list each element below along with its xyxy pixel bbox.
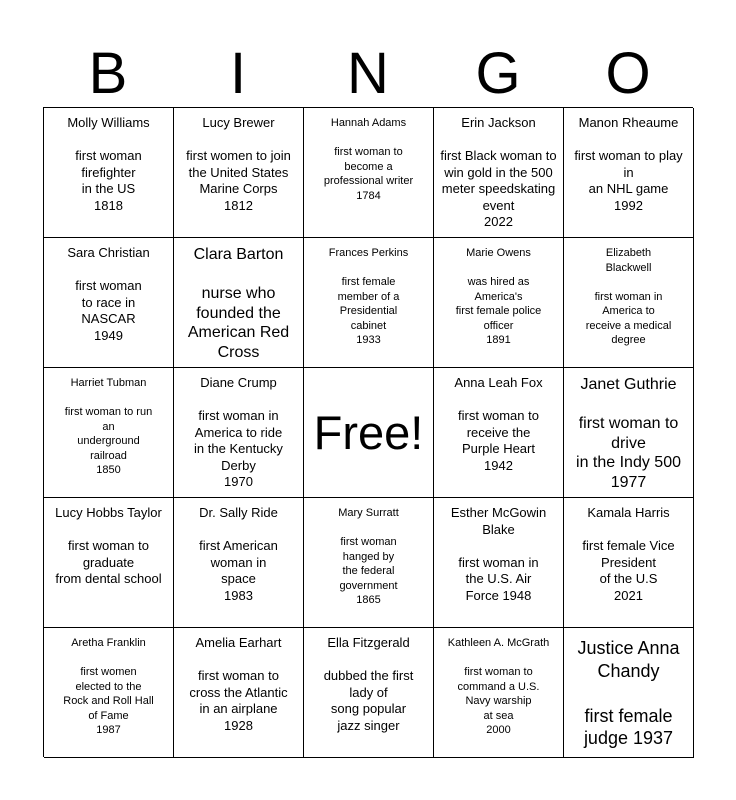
bingo-cell[interactable]: Dr. Sally Ride first American woman in space 1983 xyxy=(174,498,304,628)
bingo-cell[interactable]: Erin Jackson first Black woman to win gold in the 500 meter speedskating event 2022 xyxy=(434,108,564,238)
header-letter-b: B xyxy=(88,41,128,106)
bingo-cell[interactable]: Esther McGowin Blake first woman in the U.S. Air Force 1948 xyxy=(434,498,564,628)
bingo-cell[interactable]: Ella Fitzgerald dubbed the first lady of song popular jazz singer xyxy=(304,628,434,758)
header-letter-n: N xyxy=(347,41,389,106)
bingo-cell[interactable]: Molly Williams first woman firefighter in the US 1818 xyxy=(44,108,174,238)
header-letter-o: O xyxy=(605,41,651,106)
bingo-cell[interactable]: Hannah Adams first woman to become a professional writer 1784 xyxy=(304,108,434,238)
bingo-cell[interactable]: Marie Owens was hired as America's first female police officer 1891 xyxy=(434,238,564,368)
bingo-cell[interactable]: Diane Crump first woman in America to ride in the Kentucky Derby 1970 xyxy=(174,368,304,498)
bingo-cell[interactable]: Lucy Hobbs Taylor first woman to graduate from dental school xyxy=(44,498,174,628)
bingo-cell[interactable]: Lucy Brewer first women to join the United States Marine Corps 1812 xyxy=(174,108,304,238)
bingo-cell[interactable]: Justice Anna Chandy first female judge 1937 xyxy=(564,628,694,758)
bingo-cell[interactable]: Aretha Franklin first women elected to the Rock and Roll Hall of Fame 1987 xyxy=(44,628,174,758)
bingo-cell[interactable]: Frances Perkins first female member of a Presidential cabinet 1933 xyxy=(304,238,434,368)
free-space[interactable]: Free! xyxy=(304,368,434,498)
bingo-cell[interactable]: Clara Barton nurse who founded the American Red Cross xyxy=(174,238,304,368)
bingo-header xyxy=(43,40,693,108)
bingo-cell[interactable]: Kamala Harris first female Vice President of the U.S 2021 xyxy=(564,498,694,628)
bingo-cell[interactable]: Amelia Earhart first woman to cross the Atlantic in an airplane 1928 xyxy=(174,628,304,758)
bingo-cell[interactable]: Manon Rheaume first woman to play in an NHL game 1992 xyxy=(564,108,694,238)
bingo-cell[interactable]: Kathleen A. McGrath first woman to command a U.S. Navy warship at sea 2000 xyxy=(434,628,564,758)
header-letter-g: G xyxy=(475,41,521,106)
bingo-cell[interactable]: Anna Leah Fox first woman to receive the Purple Heart 1942 xyxy=(434,368,564,498)
bingo-cell[interactable]: Elizabeth Blackwell first woman in America to receive a medical degree xyxy=(564,238,694,368)
bingo-cell[interactable]: Harriet Tubman first woman to run an underground railroad 1850 xyxy=(44,368,174,498)
header-letter-i: I xyxy=(229,41,247,106)
bingo-cell[interactable]: Mary Surratt first woman hanged by the federal government 1865 xyxy=(304,498,434,628)
bingo-cell[interactable]: Janet Guthrie first woman to drive in the Indy 500 1977 xyxy=(564,368,694,498)
bingo-cell[interactable]: Sara Christian first woman to race in NASCAR 1949 xyxy=(44,238,174,368)
bingo-grid xyxy=(43,107,693,757)
